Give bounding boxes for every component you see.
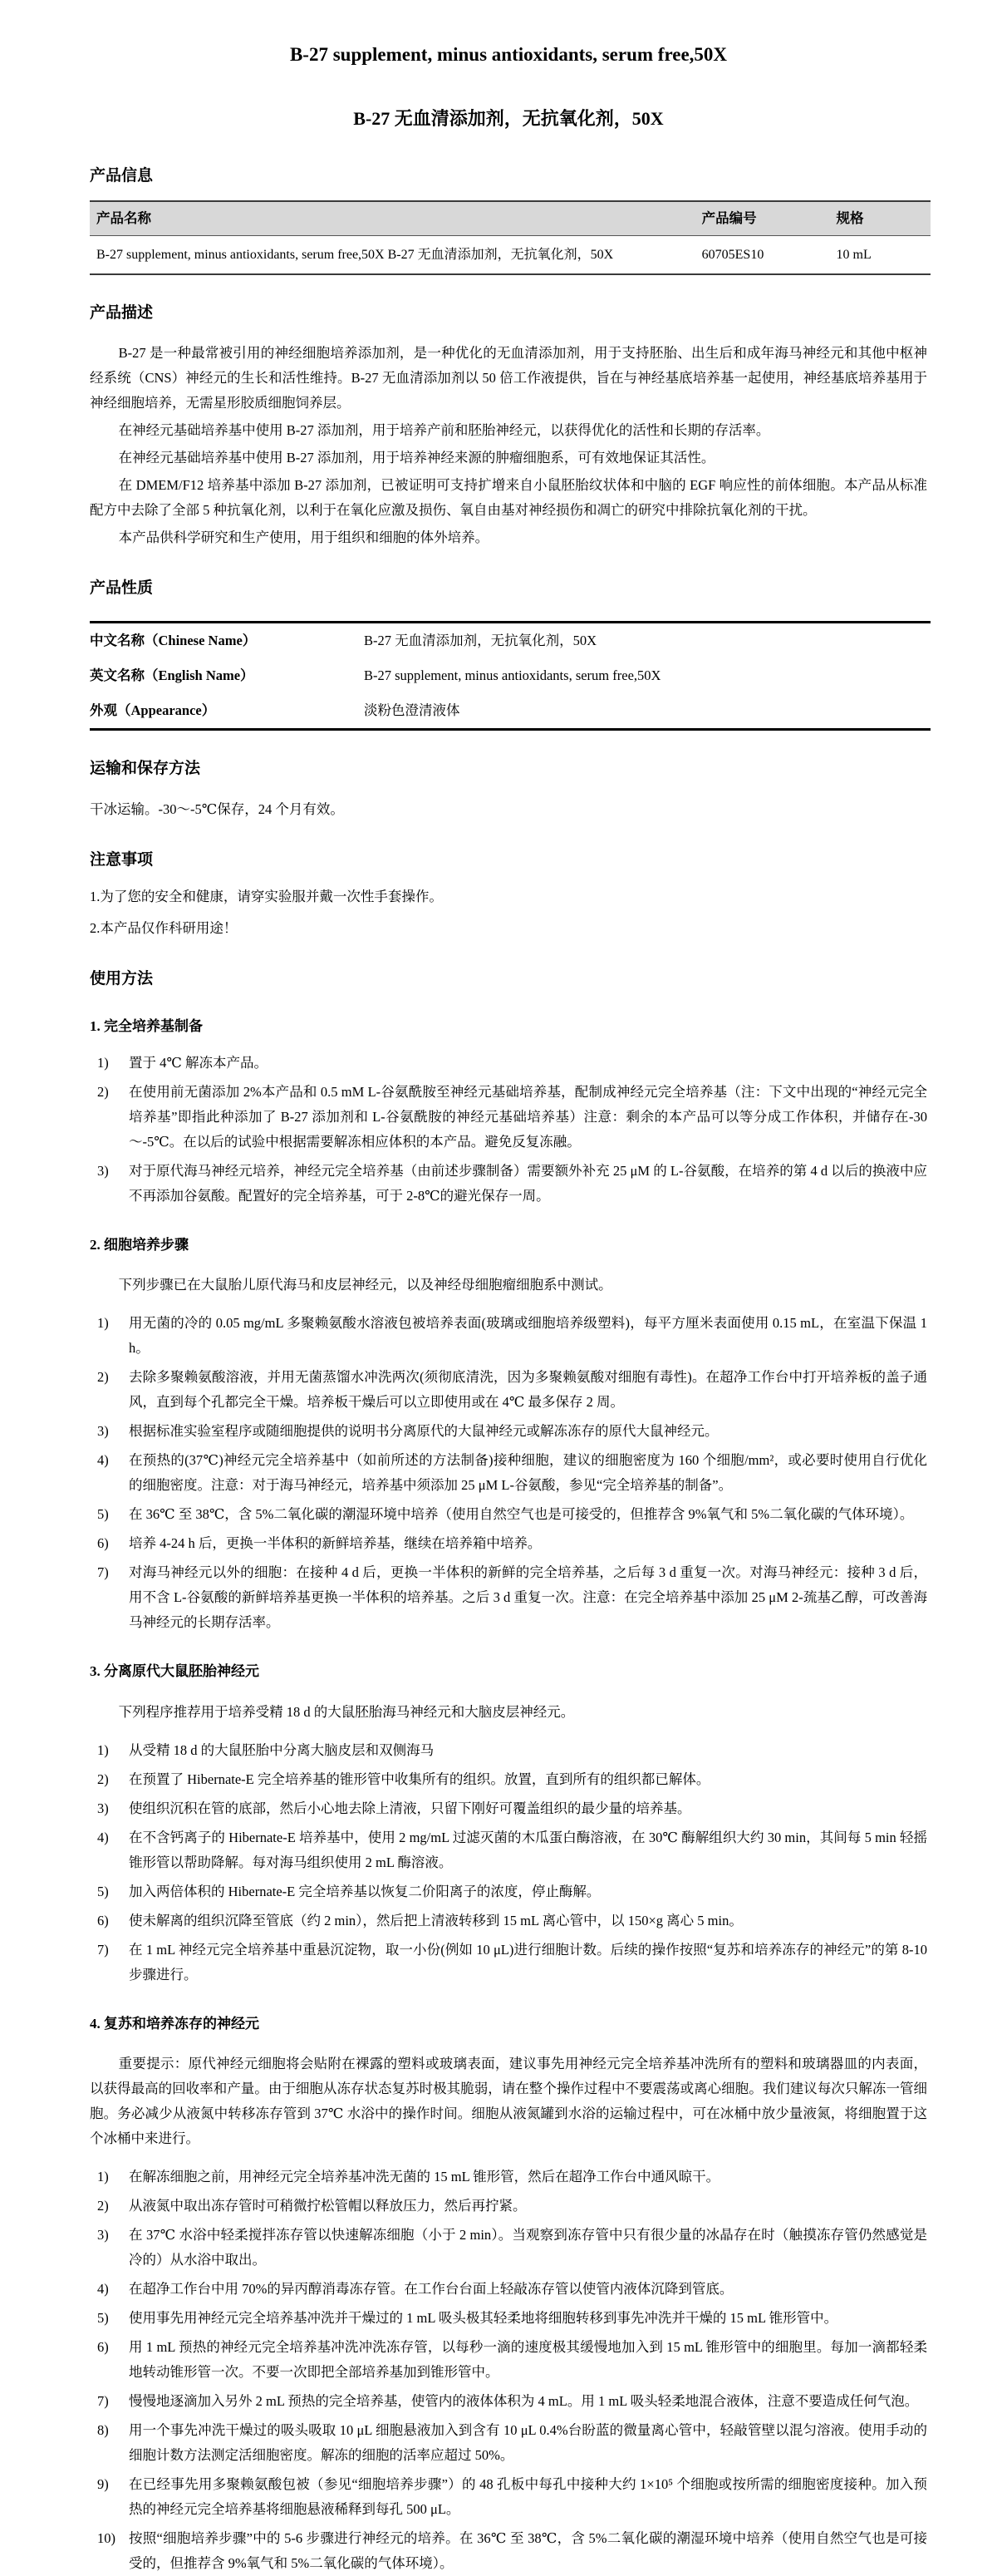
usage-step-number: 1) — [97, 1741, 109, 1758]
cell-spec: 10 mL — [836, 247, 872, 262]
product-description-body — [90, 341, 927, 550]
usage-step-text: 在解冻细胞之前，用神经元完全培养基冲洗无菌的 15 mL 锥形管，然后在超净工作台中通风晾干。 — [129, 2168, 720, 2184]
usage-step-text: 对于原代海马神经元培养，神经元完全培养基（由前述步骤制备）需要额外补充 25 μM 的 L-谷氨酸，在培养的第 4 d 以后的换液中应不再添加谷氨酸。配置好的完全培养基，可于 2-8℃的避光保存一周。 — [129, 1162, 927, 1204]
column-header-product-code: 产品编号 — [695, 201, 830, 236]
usage-step-number: 3) — [97, 1800, 109, 1816]
property-label: 外观（Appearance） — [90, 702, 216, 718]
usage-step-number: 6) — [97, 2339, 109, 2356]
usage-step — [90, 1738, 927, 1763]
property-row — [90, 658, 931, 693]
note-item: 2.本产品仅作科研用途！ — [90, 920, 238, 937]
usage-step — [90, 2165, 927, 2189]
table-row — [90, 235, 931, 274]
usage-step-text: 置于 4℃ 解冻本产品。 — [129, 1054, 268, 1071]
usage-step-list — [90, 1311, 927, 1635]
usage-step — [90, 2223, 927, 2273]
usage-section-intro: 下列程序推荐用于培养受精 18 d 的大鼠胚胎海马神经元和大脑皮层神经元。 — [118, 1703, 575, 1720]
usage-step-text: 慢慢地逐滴加入另外 2 mL 预热的完全培养基，使管内的液体体积为 4 mL。用 1 mL 吸头轻柔地混合液体，注意不要造成任何气泡。 — [129, 2393, 919, 2410]
usage-step-number: 10) — [97, 2530, 115, 2547]
usage-step-number: 1) — [97, 2168, 109, 2184]
usage-step — [90, 2418, 927, 2468]
usage-step-number: 7) — [97, 2393, 109, 2410]
product-info-table — [90, 200, 931, 275]
section-heading-product-info: 产品信息 — [90, 167, 154, 185]
usage-step-text: 在 36℃ 至 38℃，含 5%二氧化碳的潮湿环境中培养（使用自然空气也是可接受的，但推荐含 9%氧气和 5%二氧化碳的气体环境）。 — [129, 1506, 914, 1523]
usage-step-number: 5) — [97, 2310, 109, 2327]
usage-step-text: 在不含钙离子的 Hibernate-E 培养基中，使用 2 mg/mL 过滤灭菌的木瓜蛋白酶溶液，在 30℃ 酶解组织大约 30 min，其间每 5 min 轻摇锥形管以帮助降解。每对海马组织使用 2 mL 酶溶液。 — [129, 1829, 927, 1870]
usage-step — [90, 1159, 927, 1209]
usage-step-number: 6) — [97, 1912, 109, 1928]
usage-step-number: 2) — [97, 1771, 109, 1787]
property-label: 英文名称（English Name） — [90, 667, 254, 683]
usage-step-text: 对海马神经元以外的细胞：在接种 4 d 后，更换一半体积的新鲜的完全培养基，之后每 3 d 重复一次。对海马神经元：接种 3 d 后，用不含 L-谷氨酸的新鲜培养基更换一半体积的培养基。之后 3 d 重复一次。注意：在完全培养基中添加 25 μM 2-巯基乙醇，可改善海马神经元的长期存活率。 — [129, 1564, 927, 1631]
usage-step-text: 去除多聚赖氨酸溶液，并用无菌蒸馏水冲洗两次(须彻底清洗，因为多聚赖氨酸对细胞有毒性)。在超净工作台中打开培养板的盖子通风，直到每个孔都完全干燥。培养板干燥后可以立即使用或在 4℃ 最多保存 2 周。 — [129, 1369, 927, 1411]
usage-section — [90, 1015, 927, 1209]
usage-step-number: 5) — [97, 1883, 109, 1899]
usage-step — [90, 1767, 927, 1792]
usage-step — [90, 2194, 927, 2219]
usage-step-number: 4) — [97, 1452, 109, 1469]
usage-step-text: 在已经事先用多聚赖氨酸包被（参见“细胞培养步骤”）的 48 孔板中每孔中接种大约 1×10⁵ 个细胞或按所需的细胞密度接种。加入预热的神经元完全培养基将细胞悬液稀释到每孔 500 μL。 — [129, 2476, 927, 2518]
usage-step — [90, 1560, 927, 1635]
usage-step — [90, 1080, 927, 1155]
usage-step-text: 用无菌的冷的 0.05 mg/mL 多聚赖氨酸水溶液包被培养表面(玻璃或细胞培养级塑料)，每平方厘米表面使用 0.15 mL，在室温下保温 1 h。 — [129, 1315, 927, 1357]
description-paragraph: 在 DMEM/F12 培养基中添加 B-27 添加剂，已被证明可支持扩增来自小鼠胚胎纹状体和中脑的 EGF 响应性的前体细胞。本产品从标准配方中去除了全部 5 种抗氧化剂，以利于在氧化应激及损伤、氧自由基对神经损伤和凋亡的研究中排除抗氧化剂的干扰。 — [90, 476, 927, 518]
usage-step — [90, 2335, 927, 2385]
cell-product-code: 60705ES10 — [701, 247, 764, 262]
usage-section — [90, 2012, 927, 2576]
usage-step-list — [90, 1051, 927, 1209]
usage-step — [90, 1419, 927, 1444]
usage-step — [90, 1051, 927, 1076]
usage-step-list — [90, 1738, 927, 1987]
usage-step-text: 使组织沉积在管的底部，然后小心地去除上清液，只留下刚好可覆盖组织的最少量的培养基。 — [129, 1800, 691, 1816]
cell-product-name: B-27 supplement, minus antioxidants, serum free,50X B-27 无血清添加剂，无抗氧化剂，50X — [96, 247, 614, 262]
usage-step — [90, 2277, 927, 2302]
usage-step-text: 使用事先用神经元完全培养基冲洗并干燥过的 1 mL 吸头极其轻柔地将细胞转移到事先冲洗并干燥的 15 mL 锥形管中。 — [129, 2310, 838, 2327]
usage-body — [90, 1015, 927, 2576]
usage-step-number: 7) — [97, 1564, 109, 1581]
usage-step-text: 在 1 mL 神经元完全培养基中重悬沉淀物，取一小份(例如 10 μL)进行细胞计数。后续的操作按照“复苏和培养冻存的神经元”的第 8-10 步骤进行。 — [129, 1941, 927, 1982]
usage-step-text: 使未解离的组织沉降至管底（约 2 min），然后把上清液转移到 15 mL 离心管中，以 150×g 离心 5 min。 — [129, 1912, 743, 1928]
usage-section-title: 3. 分离原代大鼠胚胎神经元 — [90, 1663, 259, 1680]
usage-step-number: 5) — [97, 1506, 109, 1523]
usage-step-text: 从受精 18 d 的大鼠胚胎中分离大脑皮层和双侧海马 — [129, 1741, 435, 1758]
usage-step-number: 2) — [97, 2198, 109, 2214]
column-header-product-name: 产品名称 — [90, 201, 695, 236]
usage-step-number: 4) — [97, 2281, 109, 2298]
usage-step — [90, 1365, 927, 1415]
section-heading-shipping-storage: 运输和保存方法 — [90, 759, 201, 777]
usage-step-number: 4) — [97, 1829, 109, 1845]
usage-step — [90, 1448, 927, 1498]
usage-step-number: 3) — [97, 1423, 109, 1440]
description-paragraph: 在神经元基础培养基中使用 B-27 添加剂，用于培养神经来源的肿瘤细胞系，可有效地保证其活性。 — [118, 449, 715, 465]
usage-section-title: 4. 复苏和培养冻存的神经元 — [90, 2015, 259, 2032]
property-value: B-27 supplement, minus antioxidants, serum free,50X — [364, 667, 661, 683]
property-row — [90, 622, 931, 658]
usage-step-number: 1) — [97, 1054, 109, 1071]
page-title-en: B-27 supplement, minus antioxidants, serum free,50X — [289, 44, 728, 65]
usage-step — [90, 2389, 927, 2414]
property-label: 中文名称（Chinese Name） — [90, 632, 257, 648]
usage-step — [90, 1796, 927, 1821]
usage-step — [90, 1909, 927, 1933]
shipping-storage-text: 干冰运输。-30～-5℃保存，24 个月有效。 — [90, 801, 344, 818]
property-row — [90, 693, 931, 730]
usage-step-text: 加入两倍体积的 Hibernate-E 完全培养基以恢复二价阳离子的浓度，停止酶解。 — [129, 1883, 601, 1899]
usage-step — [90, 1938, 927, 1987]
usage-step-text: 在 37℃ 水浴中轻柔搅拌冻存管以快速解冻细胞（小于 2 min）。当观察到冻存管中只有很少量的冰晶存在时（触摸冻存管仍然感觉是冷的）从水浴中取出。 — [129, 2227, 927, 2268]
usage-step-text: 按照“细胞培养步骤”中的 5-6 步骤进行神经元的培养。在 36℃ 至 38℃，含 5%二氧化碳的潮湿环境中培养（使用自然空气也是可接受的，但推荐含 9%氧气和 5%二氧化碳的气体环境）。 — [129, 2530, 927, 2572]
usage-step-number: 8) — [97, 2422, 109, 2439]
note-item: 1.为了您的安全和健康，请穿实验服并戴一次性手套操作。 — [90, 889, 443, 904]
section-heading-usage: 使用方法 — [90, 970, 154, 988]
section-heading-product-description: 产品描述 — [90, 304, 154, 323]
description-paragraph: 本产品供科学研究和生产使用，用于组织和细胞的体外培养。 — [118, 529, 489, 545]
notes-body — [90, 884, 927, 941]
description-paragraph: B-27 是一种最常被引用的神经细胞培养添加剂，是一种优化的无血清添加剂，用于支持胚胎、出生后和成年海马神经元和其他中枢神经系统（CNS）神经元的生长和活性维持。B-27 无血清添加剂以 50 倍工作液提供，旨在与神经基底培养基一起使用，神经基底培养基用于神经细胞培养，无需星形胶质细胞饲养层。 — [90, 344, 927, 411]
property-value: 淡粉色澄清液体 — [364, 702, 460, 718]
usage-step-number: 1) — [97, 1315, 109, 1332]
usage-step-number: 2) — [97, 1083, 109, 1100]
usage-step-number: 3) — [97, 2227, 109, 2244]
usage-step — [90, 1502, 927, 1527]
usage-step-text: 在超净工作台中用 70%的异丙醇消毒冻存管。在工作台台面上轻敲冻存管以使管内液体沉降到管底。 — [129, 2281, 734, 2298]
usage-step — [90, 2472, 927, 2522]
section-heading-notes: 注意事项 — [90, 851, 154, 869]
usage-step-number: 3) — [97, 1162, 109, 1179]
usage-step — [90, 1879, 927, 1904]
usage-section-title: 1. 完全培养基制备 — [90, 1017, 203, 1034]
usage-step-text: 在预热的(37℃)神经元完全培养基中（如前所述的方法制备)接种细胞，建议的细胞密度为 160 个细胞/mm²，或必要时使用自行优化的细胞密度。注意：对于海马神经元，培养基中须添加 25 μM L-谷氨酸，参见“完全培养基的制备”。 — [129, 1452, 927, 1494]
section-heading-product-properties: 产品性质 — [90, 579, 154, 597]
usage-step — [90, 2526, 927, 2576]
description-paragraph: 在神经元基础培养基中使用 B-27 添加剂，用于培养产前和胚胎神经元，以获得优化的活性和长期的存活率。 — [118, 421, 770, 438]
usage-step-number: 7) — [97, 1941, 109, 1958]
usage-step-text: 从液氮中取出冻存管时可稍微拧松管帽以释放压力，然后再拧紧。 — [129, 2198, 527, 2214]
usage-step-text: 根据标准实验室程序或随细胞提供的说明书分离原代的大鼠神经元或解冻冻存的原代大鼠神经元。 — [129, 1423, 719, 1440]
usage-section-intro: 下列步骤已在大鼠胎儿原代海马和皮层神经元，以及神经母细胞瘤细胞系中测试。 — [118, 1277, 612, 1293]
property-value: B-27 无血清添加剂，无抗氧化剂，50X — [364, 632, 597, 648]
page-title-zh: B-27 无血清添加剂，无抗氧化剂，50X — [353, 107, 664, 129]
usage-step-text: 用一个事先冲洗干燥过的吸头吸取 10 μL 细胞悬液加入到含有 10 μL 0.4%台盼蓝的微量离心管中，轻敲管壁以混匀溶液。使用手动的细胞计数方法测定活细胞密度。解冻的细胞的活率应超过 50%。 — [129, 2422, 927, 2464]
usage-step-text: 在预置了 Hibernate-E 完全培养基的锥形管中收集所有的组织。放置，直到所有的组织都已解体。 — [129, 1771, 710, 1787]
usage-step-number: 2) — [97, 1369, 109, 1386]
usage-step — [90, 1531, 927, 1556]
usage-section — [90, 1234, 927, 1635]
usage-step-text: 培养 4-24 h 后，更换一半体积的新鲜培养基，继续在培养箱中培养。 — [129, 1535, 542, 1552]
usage-step-list — [90, 2165, 927, 2576]
usage-step-number: 9) — [97, 2476, 109, 2493]
usage-step — [90, 2306, 927, 2331]
usage-section-title: 2. 细胞培养步骤 — [90, 1237, 189, 1253]
product-properties-table — [90, 621, 931, 731]
usage-step-number: 6) — [97, 1535, 109, 1552]
usage-step — [90, 1825, 927, 1875]
usage-step — [90, 1311, 927, 1361]
usage-step-text: 用 1 mL 预热的神经元完全培养基冲洗冲洗冻存管，以每秒一滴的速度极其缓慢地加入到 15 mL 锥形管中的细胞里。每加一滴都轻柔地转动锥形管一次。不要一次即把全部培养基加到锥形管中。 — [129, 2339, 927, 2381]
column-header-spec: 规格 — [830, 201, 931, 236]
usage-section-intro: 重要提示：原代神经元细胞将会贴附在裸露的塑料或玻璃表面，建议事先用神经元完全培养基冲洗所有的塑料和玻璃器皿的内表面，以获得最高的回收率和产量。由于细胞从冻存状态复苏时极其脆弱，请在整个操作过程中不要震荡或离心细胞。我们建议每次只解冻一管细胞。务必减少从液氮中转移冻存管到 37℃ 水浴中的操作时间。细胞从液氮罐到水浴的运输过程中，可在冰桶中放少量液氮，将细胞置于这个冰桶中来进行。 — [90, 2055, 927, 2146]
usage-step-text: 在使用前无菌添加 2%本产品和 0.5 mM L-谷氨酰胺至神经元基础培养基，配制成神经元完全培养基（注：下文中出现的“神经元完全培养基”即指此种添加了 B-27 添加剂和 L-谷氨酰胺的神经元基础培养基）注意：剩余的本产品可以等分成工作体积，并储存在-30～-5℃。在以后的试验中根据需要解冻相应体积的本产品。避免反复冻融。 — [129, 1083, 927, 1150]
usage-section — [90, 1660, 927, 1987]
product-info-header-row — [90, 201, 931, 236]
